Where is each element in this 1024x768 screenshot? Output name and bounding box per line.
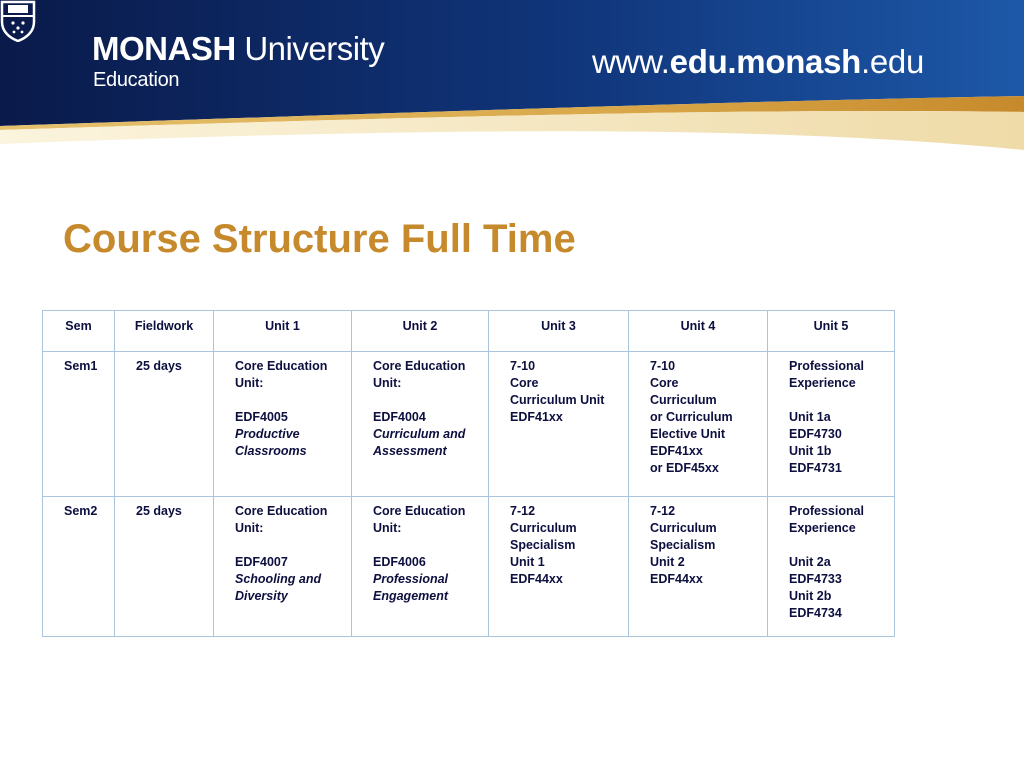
- unit2-cell: [352, 352, 489, 497]
- unit-text: Experience: [789, 521, 856, 535]
- unit-text: Core: [650, 376, 679, 390]
- header-cell-unit1: Unit 1: [214, 311, 352, 352]
- unit-text: Unit:: [373, 376, 402, 390]
- unit-text: or Curriculum: [650, 410, 733, 424]
- unit-code: EDF4730: [789, 427, 842, 441]
- unit-code: EDF4004: [373, 410, 426, 424]
- unit-code: EDF41xx: [650, 444, 703, 458]
- slide-title: Course Structure Full Time: [63, 217, 576, 261]
- unit4-cell: [629, 352, 768, 497]
- url-domain: edu.monash: [669, 43, 862, 80]
- unit-title: Productive: [235, 427, 300, 441]
- unit-code: EDF44xx: [650, 572, 703, 586]
- course-structure-table: [42, 310, 895, 637]
- unit-text: Unit 2b: [789, 589, 832, 603]
- unit-text: Curriculum: [510, 521, 577, 535]
- unit-text: Professional: [789, 504, 865, 518]
- unit-text: Unit 1a: [789, 410, 831, 424]
- sem-cell: Sem1: [43, 352, 115, 497]
- unit1-cell: [214, 497, 352, 637]
- unit3-cell: [489, 352, 629, 497]
- unit-text: Unit:: [235, 376, 264, 390]
- unit-text: Professional: [789, 359, 865, 373]
- unit-text: Unit 2: [650, 555, 685, 569]
- unit-text: 7-10: [650, 359, 676, 373]
- fieldwork-cell: 25 days: [115, 352, 214, 497]
- header-cell-unit3: Unit 3: [489, 311, 629, 352]
- unit3-cell: [489, 497, 629, 637]
- unit-code: EDF4005: [235, 410, 288, 424]
- unit-text: Core Education: [373, 359, 466, 373]
- unit-code: EDF4731: [789, 461, 842, 475]
- unit-text: Curriculum: [650, 393, 717, 407]
- unit-title: Diversity: [235, 589, 288, 603]
- unit-code: EDF4733: [789, 572, 842, 586]
- unit-text: Unit 1b: [789, 444, 832, 458]
- unit-title: Assessment: [373, 444, 447, 458]
- unit4-cell: [629, 497, 768, 637]
- unit5-cell: [768, 352, 895, 497]
- unit-text: Unit:: [373, 521, 402, 535]
- unit-code: EDF4006: [373, 555, 426, 569]
- header-cell-unit4: Unit 4: [629, 311, 768, 352]
- table-row: [43, 497, 895, 637]
- unit-text: Core Education: [235, 359, 328, 373]
- header-cell-unit2: Unit 2: [352, 311, 489, 352]
- unit-code: EDF41xx: [510, 410, 563, 424]
- unit-text: Specialism: [650, 538, 716, 552]
- unit-code: EDF4734: [789, 606, 842, 620]
- university-logo-text: [92, 30, 384, 68]
- header-cell-unit5: Unit 5: [768, 311, 895, 352]
- unit-text: Curriculum Unit: [510, 393, 605, 407]
- unit-text: Core Education: [373, 504, 466, 518]
- unit-text: Specialism: [510, 538, 576, 552]
- header-cell-sem: Sem: [43, 311, 115, 352]
- unit-title: Classrooms: [235, 444, 307, 458]
- header-cell-fieldwork: Fieldwork: [115, 311, 214, 352]
- website-url: [592, 42, 924, 82]
- monash-crest-icon: [0, 0, 36, 42]
- unit-text: Unit 2a: [789, 555, 831, 569]
- unit-text: Unit 1: [510, 555, 545, 569]
- unit-text: 7-12: [650, 504, 676, 518]
- unit-code: EDF44xx: [510, 572, 563, 586]
- sem-cell: Sem2: [43, 497, 115, 637]
- unit-code: EDF4007: [235, 555, 288, 569]
- unit-title: Curriculum and: [373, 427, 466, 441]
- unit-text: Experience: [789, 376, 856, 390]
- logo-faculty: Education: [93, 69, 180, 91]
- unit-text: Curriculum: [650, 521, 717, 535]
- unit-text: 7-10: [510, 359, 536, 373]
- unit1-cell: [214, 352, 352, 497]
- unit-text: Unit:: [235, 521, 264, 535]
- unit-text: Core Education: [235, 504, 328, 518]
- unit2-cell: [352, 497, 489, 637]
- header-banner: [0, 0, 1024, 160]
- unit-title: Engagement: [373, 589, 449, 603]
- unit-title: Schooling and: [235, 572, 322, 586]
- unit5-cell: [768, 497, 895, 637]
- logo-university: University: [244, 30, 385, 67]
- unit-title: Professional: [373, 572, 449, 586]
- table-row: [43, 352, 895, 497]
- url-prefix: www.: [592, 43, 670, 80]
- fieldwork-cell: 25 days: [115, 497, 214, 637]
- logo-monash: MONASH: [92, 30, 236, 67]
- unit-text: Elective Unit: [650, 427, 726, 441]
- unit-text: Core: [510, 376, 539, 390]
- table-header-row: [43, 311, 895, 352]
- url-suffix: .edu: [861, 43, 925, 80]
- unit-code: or EDF45xx: [650, 461, 719, 475]
- unit-text: 7-12: [510, 504, 536, 518]
